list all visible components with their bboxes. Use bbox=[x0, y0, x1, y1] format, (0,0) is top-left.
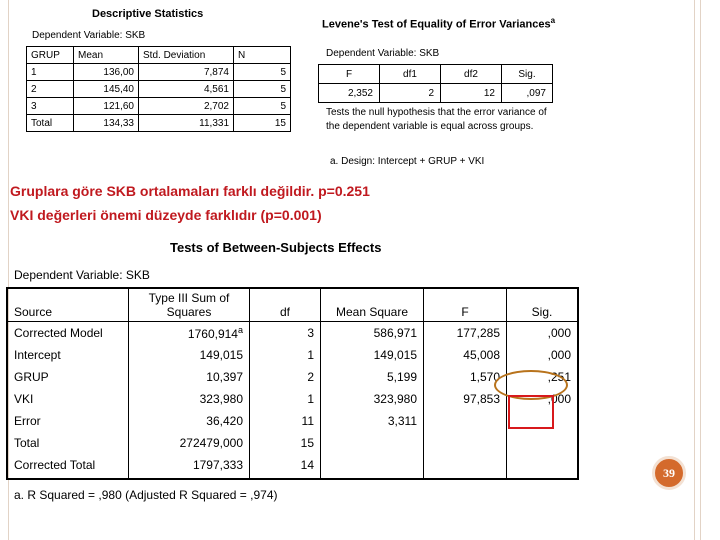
descriptive-cell: 5 bbox=[234, 64, 291, 81]
descriptive-dependent-variable: Dependent Variable: SKB bbox=[32, 30, 146, 41]
levene-header-sig: Sig. bbox=[502, 65, 553, 84]
between-source: Total bbox=[14, 436, 40, 450]
between-sig bbox=[507, 454, 579, 479]
descriptive-row bbox=[27, 98, 291, 115]
descriptive-header-mean: Mean bbox=[74, 47, 139, 64]
descriptive-cell: 5 bbox=[234, 81, 291, 98]
levene-dependent-variable: Dependent Variable: SKB bbox=[326, 48, 440, 59]
descriptive-row bbox=[27, 64, 291, 81]
between-row bbox=[7, 410, 578, 432]
descriptive-cell: 15 bbox=[234, 115, 291, 132]
levene-title-text: Levene's Test of Equality of Error Variances bbox=[322, 18, 551, 31]
between-ms: 323,980 bbox=[321, 388, 424, 410]
descriptive-cell: 3 bbox=[27, 98, 74, 115]
between-ss: 36,420 bbox=[129, 410, 250, 432]
between-f bbox=[424, 454, 507, 479]
vki-sig-highlight-box bbox=[508, 395, 554, 429]
levene-header-f: F bbox=[319, 65, 380, 84]
between-header-ss: Type III Sum of Squares bbox=[129, 288, 250, 322]
between-ss: 10,397 bbox=[129, 366, 250, 388]
between-f: 1,570 bbox=[424, 366, 507, 388]
descriptive-title: Descriptive Statistics bbox=[92, 8, 204, 20]
levene-header-df2: df2 bbox=[441, 65, 502, 84]
descriptive-cell: 134,33 bbox=[74, 115, 139, 132]
descriptive-cell: Total bbox=[27, 115, 74, 132]
levene-header-row bbox=[319, 65, 553, 84]
levene-title-superscript: a bbox=[550, 16, 556, 25]
between-source: GRUP bbox=[14, 370, 49, 384]
levene-header-df1: df1 bbox=[380, 65, 441, 84]
descriptive-header-n: N bbox=[234, 47, 291, 64]
between-source: Corrected Total bbox=[14, 458, 96, 472]
between-sig: ,251 bbox=[507, 366, 579, 388]
descriptive-cell: 2,702 bbox=[139, 98, 234, 115]
between-ss-superscript: a bbox=[237, 325, 243, 335]
between-dependent-variable: Dependent Variable: SKB bbox=[14, 268, 150, 282]
between-source: Corrected Model bbox=[14, 326, 103, 340]
between-source: VKI bbox=[14, 392, 34, 406]
between-row bbox=[7, 454, 578, 479]
descriptive-cell: 2 bbox=[27, 81, 74, 98]
between-sig: ,000 bbox=[507, 388, 579, 410]
between-df: 14 bbox=[250, 454, 321, 479]
between-df: 15 bbox=[250, 432, 321, 454]
descriptive-row bbox=[27, 115, 291, 132]
between-f: 45,008 bbox=[424, 344, 507, 366]
descriptive-cell: 145,40 bbox=[74, 81, 139, 98]
levene-cell-sig: ,097 bbox=[502, 84, 553, 103]
between-df: 2 bbox=[250, 366, 321, 388]
between-sig: ,000 bbox=[507, 344, 579, 366]
between-title: Tests of Between-Subjects Effects bbox=[170, 240, 382, 255]
between-header-row bbox=[7, 288, 578, 322]
between-ms bbox=[321, 454, 424, 479]
descriptive-header-std: Std. Deviation bbox=[139, 47, 234, 64]
between-df: 1 bbox=[250, 388, 321, 410]
between-ss: 323,980 bbox=[129, 388, 250, 410]
between-df: 3 bbox=[250, 322, 321, 345]
between-header-ms: Mean Square bbox=[321, 288, 424, 322]
slide-border-right-1 bbox=[694, 0, 695, 540]
between-df: 11 bbox=[250, 410, 321, 432]
between-header-df: df bbox=[250, 288, 321, 322]
between-ss: 1797,333 bbox=[129, 454, 250, 479]
levene-row bbox=[319, 84, 553, 103]
descriptive-cell: 4,561 bbox=[139, 81, 234, 98]
between-row bbox=[7, 388, 578, 410]
statement-line-1: Gruplara göre SKB ortalamaları farklı değildir. p=0.251 bbox=[10, 183, 370, 199]
between-ms: 3,311 bbox=[321, 410, 424, 432]
levene-design-note: a. Design: Intercept + GRUP + VKI bbox=[330, 156, 485, 167]
descriptive-cell: 136,00 bbox=[74, 64, 139, 81]
descriptive-cell: 11,331 bbox=[139, 115, 234, 132]
between-ss bbox=[129, 322, 250, 345]
descriptive-header-grup: GRUP bbox=[27, 47, 74, 64]
levene-title bbox=[322, 16, 555, 31]
between-ss: 149,015 bbox=[129, 344, 250, 366]
descriptive-cell: 7,874 bbox=[139, 64, 234, 81]
descriptive-table bbox=[26, 46, 291, 132]
levene-table bbox=[318, 64, 553, 103]
between-source: Intercept bbox=[14, 348, 61, 362]
between-f: 97,853 bbox=[424, 388, 507, 410]
levene-cell-df1: 2 bbox=[380, 84, 441, 103]
between-ms: 149,015 bbox=[321, 344, 424, 366]
between-footnote: a. R Squared = ,980 (Adjusted R Squared = ,974) bbox=[14, 488, 278, 502]
between-header-f: F bbox=[424, 288, 507, 322]
descriptive-cell: 121,60 bbox=[74, 98, 139, 115]
descriptive-header-row bbox=[27, 47, 291, 64]
between-ss: 272479,000 bbox=[129, 432, 250, 454]
levene-cell-f: 2,352 bbox=[319, 84, 380, 103]
statement-line-2: VKI değerleri önemi düzeyde farklıdır (p=0.001) bbox=[10, 207, 322, 223]
between-ms: 5,199 bbox=[321, 366, 424, 388]
between-ms bbox=[321, 432, 424, 454]
between-row bbox=[7, 344, 578, 366]
levene-note: Tests the null hypothesis that the error variance of the dependent variable is equal across groups. bbox=[326, 107, 547, 132]
between-row bbox=[7, 366, 578, 388]
between-ms: 586,971 bbox=[321, 322, 424, 345]
between-ss-value: 1760,914 bbox=[187, 327, 238, 341]
between-source: Error bbox=[14, 414, 41, 428]
between-header-source: Source bbox=[7, 288, 129, 322]
page-number-badge: 39 bbox=[652, 456, 686, 490]
between-sig: ,000 bbox=[507, 322, 579, 345]
between-f bbox=[424, 432, 507, 454]
descriptive-cell: 5 bbox=[234, 98, 291, 115]
descriptive-row bbox=[27, 81, 291, 98]
between-f bbox=[424, 410, 507, 432]
between-row bbox=[7, 432, 578, 454]
slide-border-right-2 bbox=[700, 0, 701, 540]
levene-cell-df2: 12 bbox=[441, 84, 502, 103]
between-header-sig: Sig. bbox=[507, 288, 579, 322]
between-sig bbox=[507, 432, 579, 454]
descriptive-cell: 1 bbox=[27, 64, 74, 81]
between-df: 1 bbox=[250, 344, 321, 366]
between-f: 177,285 bbox=[424, 322, 507, 345]
between-row bbox=[7, 322, 578, 345]
